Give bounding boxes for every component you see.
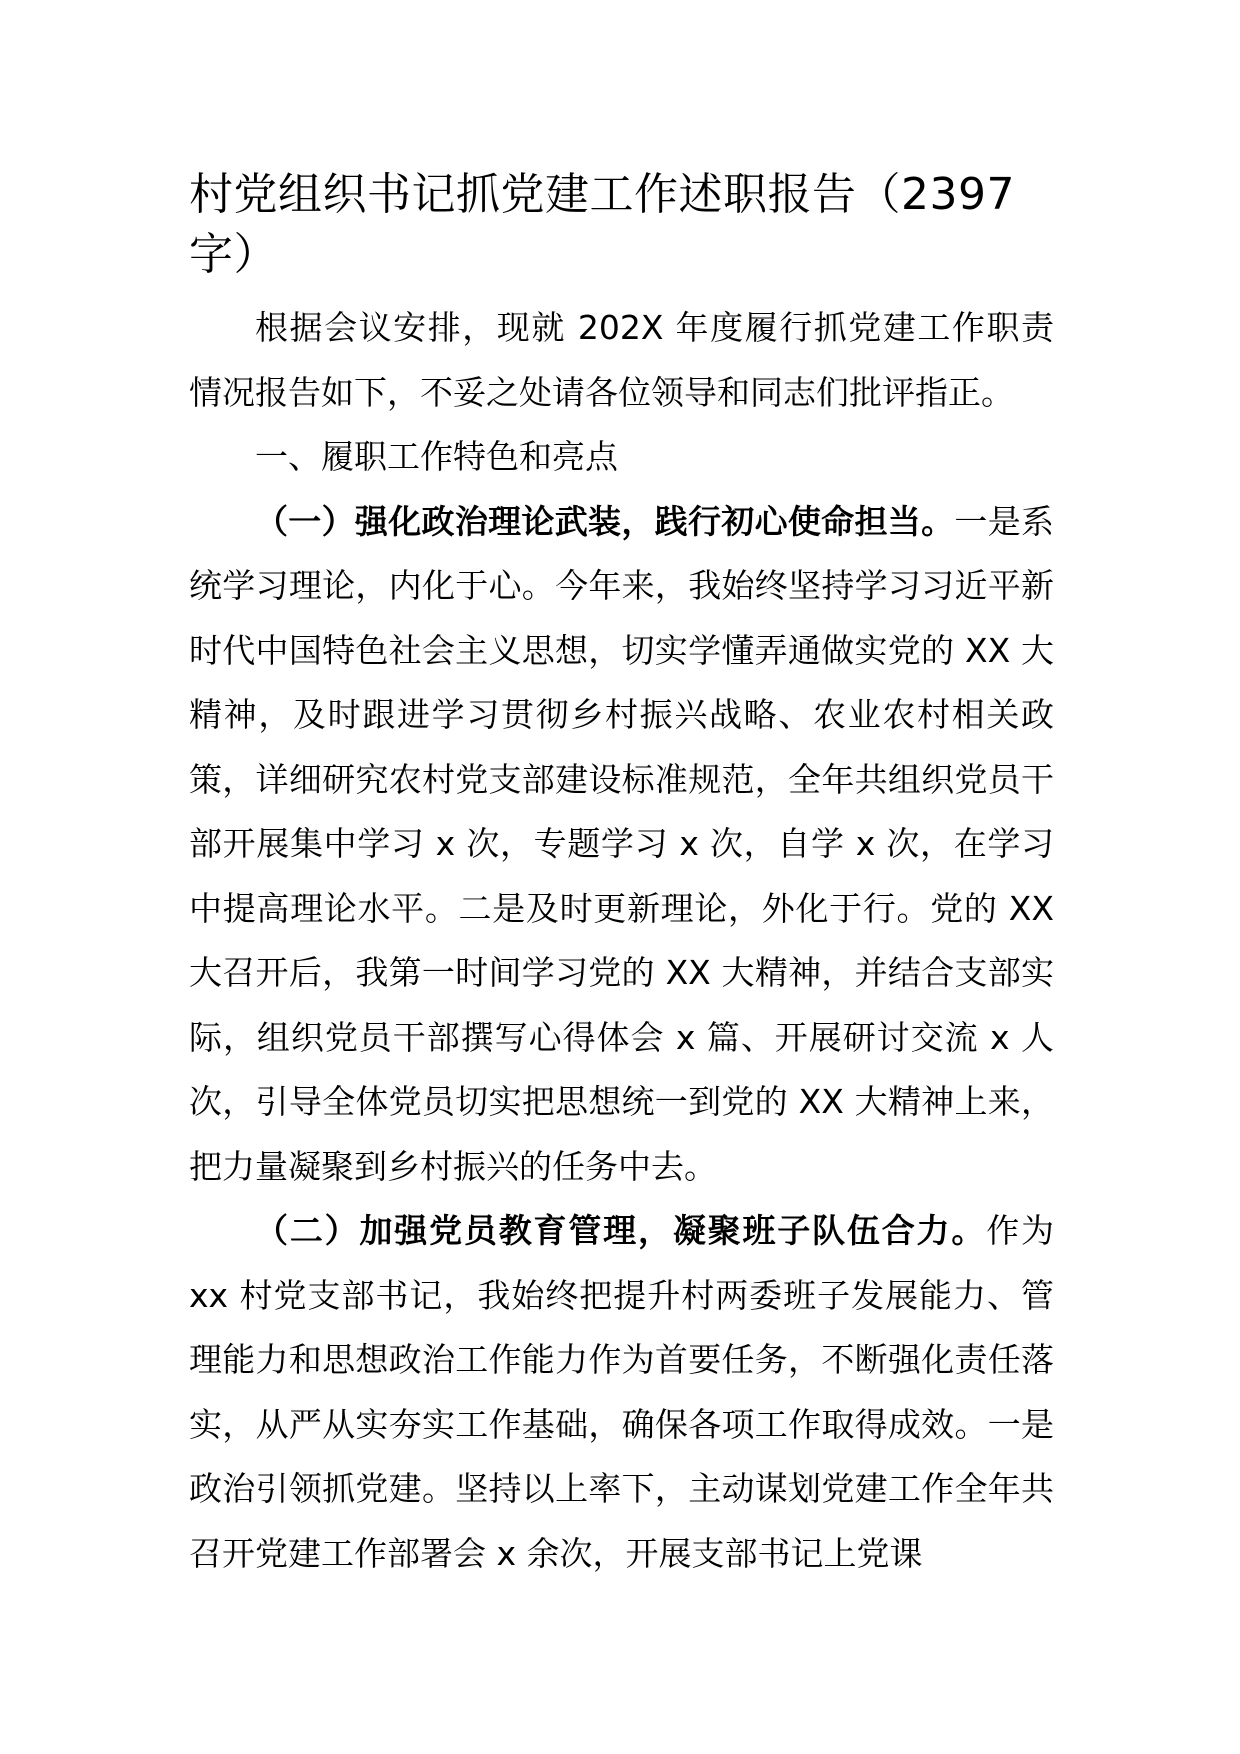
section-heading: 一、履职工作特色和亮点 [255, 437, 618, 476]
subsection-paragraph-2 [189, 1199, 1054, 1586]
subsection-text-1: 一是系统学习理论，内化于心。今年来，我始终坚持学习习近平新时代中国特色社会主义思想，切实学懂弄通做实党的 XX 大精神，及时跟进学习贯彻乡村振兴战略、农业农村相关政策，详细研究农村党支部建设标准规范，全年共组织党员干部开展集中学习 x 次，专题学习 x 次，自学 x 次，在学习中提高理论水平。二是及时更新理论，外化于行。党的 XX 大召开后，我第一时间学习党的 XX 大精神，并结合支部实际，组织党员干部撰写心得体会 x 篇、开展研讨交流 x 人次，引导全体党员切实把思想统一到党的 XX 大精神上来，把力量凝聚到乡村振兴的任务中去。 [189, 501, 1055, 1186]
document-body [189, 296, 1054, 1586]
subsection-text-2: 作为 xx 村党支部书记，我始终把提升村两委班子发展能力、管理能力和思想政治工作能力作为首要任务，不断强化责任落实，从严从实夯实工作基础，确保各项工作取得成效。一是政治引领抓党建。坚持以上率下，主动谋划党建工作全年共召开党建工作部署会 x 余次，开展支部书记上党课 [189, 1211, 1055, 1573]
subsection-heading-1: （一）强化政治理论武装，践行初心使命担当。 [255, 501, 955, 541]
subsection-heading-2: （二）加强党员教育管理，凝聚班子队伍合力。 [255, 1211, 987, 1250]
intro-paragraph: 根据会议安排，现就 202X 年度履行抓党建工作职责情况报告如下，不妥之处请各位领导和同志们批评指正。 [189, 308, 1054, 412]
subsection-paragraph-1 [189, 490, 1054, 1200]
document-title: 村党组织书记抓党建工作述职报告（2397字） [189, 169, 1015, 280]
